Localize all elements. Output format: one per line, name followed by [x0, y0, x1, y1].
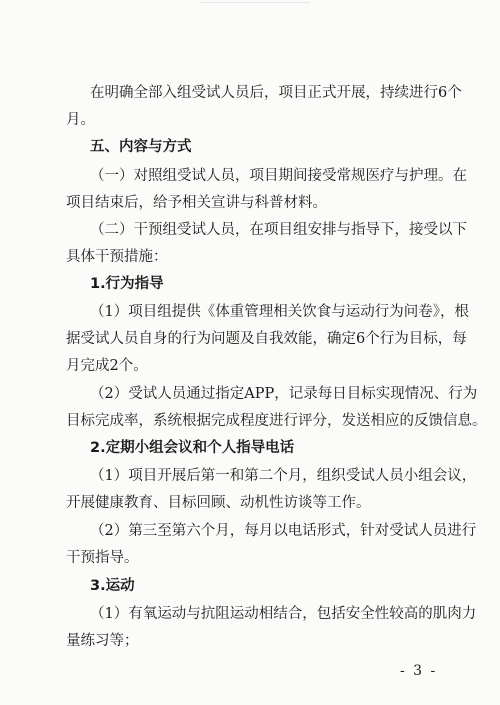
paragraph-line: （1）项目开展后第一和第二个月，组织受试人员小组会议， [90, 468, 477, 484]
paragraph-line: 项目结束后，给予相关宣讲与科普材料。 [66, 195, 327, 211]
paragraph-line: 在明确全部入组受试人员后，项目正式开展，持续进行6个 [90, 85, 462, 101]
subsection-heading: 1.行为指导 [90, 276, 164, 292]
subsection-heading: 3.运动 [90, 578, 135, 594]
subsection-heading: 2.定期小组会议和个人指导电话 [90, 440, 295, 456]
header-rule [200, 2, 310, 9]
paragraph-line: 具体干预措施： [66, 249, 168, 265]
paragraph-line: （一）对照组受试人员，项目期间接受常规医疗与护理。在 [90, 168, 467, 184]
paragraph-line: 量练习等； [66, 633, 139, 649]
section-heading: 五、内容与方式 [90, 139, 192, 155]
paragraph-line: （2）受试人员通过指定APP，记录每日目标实现情况、行为 [90, 386, 478, 402]
paragraph-line: 月完成2个。 [66, 358, 148, 374]
paragraph-line: （1）项目组提供《体重管理相关饮食与运动行为问卷》，根 [90, 304, 469, 320]
page-number: - 3 - [400, 663, 438, 679]
paragraph-line: （1）有氧运动与抗阻运动相结合，包括安全性较高的肌肉力 [90, 606, 477, 622]
paragraph-line: （二）干预组受试人员，在项目组安排与指导下，接受以下 [90, 222, 467, 238]
paragraph-line: 据受试人员自身的行为问题及自我效能，确定6个行为目标，每 [66, 331, 467, 347]
paragraph-line: 干预指导。 [66, 550, 139, 566]
paragraph-line: 月。 [66, 112, 95, 128]
paragraph-line: （2）第三至第六个月，每月以电话形式，针对受试人员进行 [90, 523, 477, 539]
paragraph-line: 开展健康教育、目标回顾、动机性访谈等工作。 [66, 495, 371, 511]
paragraph-line: 目标完成率，系统根据完成程度进行评分，发送相应的反馈信息。 [66, 413, 487, 429]
